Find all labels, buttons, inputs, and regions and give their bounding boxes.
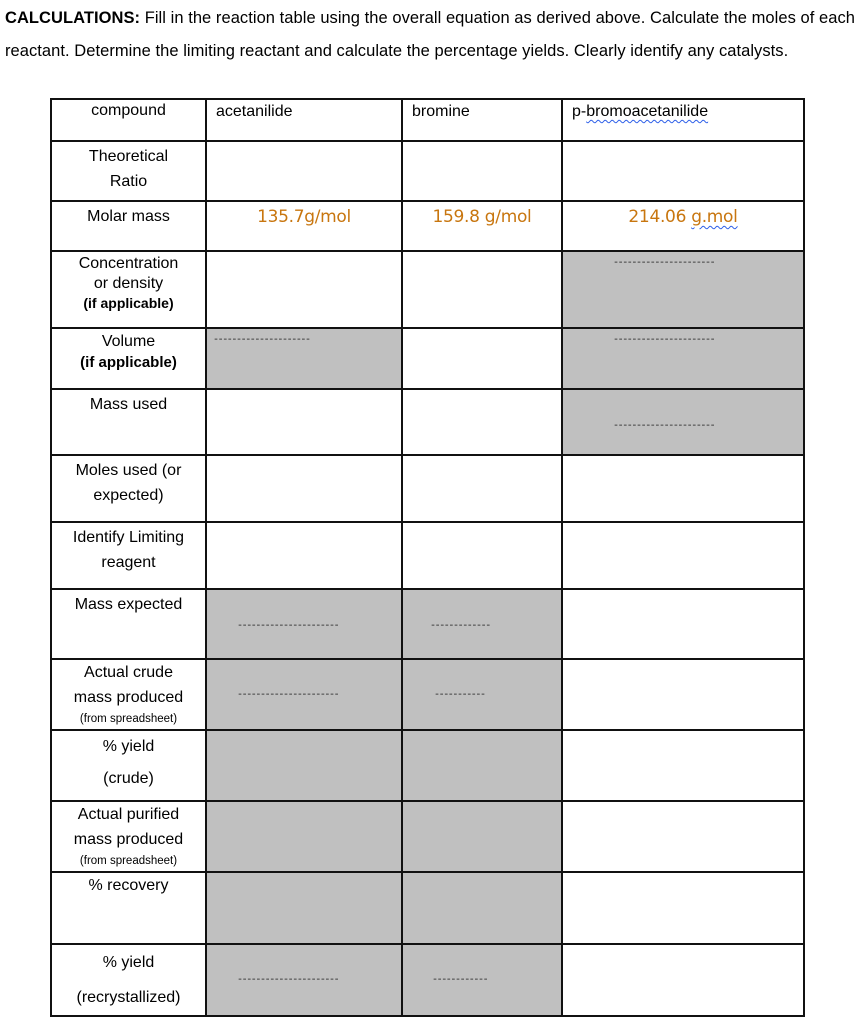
table-row-recovery bbox=[51, 872, 804, 944]
not-applicable-dashes: ---------------------- bbox=[613, 258, 715, 269]
row-label-yield-crude: % yield (crude) bbox=[51, 730, 206, 801]
cell-volume-bromine[interactable] bbox=[402, 328, 562, 389]
cell-crude-mass-product[interactable] bbox=[562, 659, 804, 730]
cell-recovery-acetanilide-na bbox=[206, 872, 402, 944]
cell-crude-mass-bromine-na bbox=[402, 659, 562, 730]
spellcheck-underline: bromoacetanilide bbox=[586, 103, 709, 120]
cell-mass-expected-product[interactable] bbox=[562, 589, 804, 659]
table-row-moles bbox=[51, 455, 804, 522]
row-label-mass-expected: Mass expected bbox=[51, 589, 206, 659]
cell-crude-mass-acetanilide-na bbox=[206, 659, 402, 730]
not-applicable-dashes: ----------- bbox=[434, 690, 485, 701]
not-applicable-dashes: ---------------------- bbox=[613, 335, 715, 346]
row-label-recovery: % recovery bbox=[51, 872, 206, 944]
cell-concentration-product-na bbox=[562, 251, 804, 328]
not-applicable-dashes: ---------------------- bbox=[237, 975, 339, 986]
cell-mass-expected-bromine-na bbox=[402, 589, 562, 659]
cell-yield-recryst-bromine-na bbox=[402, 944, 562, 1016]
cell-mass-expected-acetanilide-na bbox=[206, 589, 402, 659]
header-bromine[interactable]: bromine bbox=[402, 99, 562, 141]
cell-volume-product-na bbox=[562, 328, 804, 389]
table-row-yield-crude bbox=[51, 730, 804, 801]
table-row-ratio bbox=[51, 141, 804, 201]
cell-yield-crude-bromine-na bbox=[402, 730, 562, 801]
cell-recovery-bromine-na bbox=[402, 872, 562, 944]
not-applicable-dashes: ---------------------- bbox=[237, 621, 339, 632]
cell-mass-used-product-na bbox=[562, 389, 804, 455]
cell-molar-mass-bromine[interactable]: 159.8 g/mol bbox=[402, 201, 562, 251]
row-label-volume: Volume (if applicable) bbox=[51, 328, 206, 389]
cell-limiting-bromine[interactable] bbox=[402, 522, 562, 589]
row-label-yield-recrystallized: % yield (recrystallized) bbox=[51, 944, 206, 1016]
table-header-row bbox=[51, 99, 804, 141]
table-row-molar-mass bbox=[51, 201, 804, 251]
cell-ratio-bromine[interactable] bbox=[402, 141, 562, 201]
row-label-purified-mass: Actual purified mass produced (from spreadsheet) bbox=[51, 801, 206, 872]
cell-yield-recryst-product[interactable] bbox=[562, 944, 804, 1016]
row-label-moles: Moles used (or expected) bbox=[51, 455, 206, 522]
reaction-table bbox=[50, 98, 805, 1017]
table-row-mass-expected bbox=[51, 589, 804, 659]
cell-purified-mass-bromine-na bbox=[402, 801, 562, 872]
table-row-purified-mass bbox=[51, 801, 804, 872]
row-label-crude-mass: Actual crude mass produced (from spreadsheet) bbox=[51, 659, 206, 730]
instructions-paragraph bbox=[5, 2, 855, 68]
cell-yield-crude-acetanilide-na bbox=[206, 730, 402, 801]
not-applicable-dashes: ---------------------- bbox=[237, 690, 339, 701]
row-label-mass-used: Mass used bbox=[51, 389, 206, 455]
cell-limiting-product[interactable] bbox=[562, 522, 804, 589]
not-applicable-dashes: --------------------- bbox=[213, 335, 310, 346]
cell-moles-acetanilide[interactable] bbox=[206, 455, 402, 522]
cell-yield-crude-product[interactable] bbox=[562, 730, 804, 801]
table-row-yield-recrystallized bbox=[51, 944, 804, 1016]
cell-ratio-product[interactable] bbox=[562, 141, 804, 201]
header-compound: compound bbox=[51, 99, 206, 141]
cell-moles-product[interactable] bbox=[562, 455, 804, 522]
header-p-bromoacetanilide[interactable]: p-bromoacetanilide bbox=[562, 99, 804, 141]
cell-concentration-bromine[interactable] bbox=[402, 251, 562, 328]
cell-mass-used-acetanilide[interactable] bbox=[206, 389, 402, 455]
table-row-volume bbox=[51, 328, 804, 389]
cell-yield-recryst-acetanilide-na bbox=[206, 944, 402, 1016]
cell-moles-bromine[interactable] bbox=[402, 455, 562, 522]
cell-purified-mass-product[interactable] bbox=[562, 801, 804, 872]
row-label-concentration: Concentration or density (if applicable) bbox=[51, 251, 206, 328]
instructions-heading: CALCULATIONS: bbox=[5, 9, 141, 27]
row-label-limiting: Identify Limiting reagent bbox=[51, 522, 206, 589]
cell-mass-used-bromine[interactable] bbox=[402, 389, 562, 455]
not-applicable-dashes: ------------ bbox=[432, 975, 488, 986]
not-applicable-dashes: ---------------------- bbox=[613, 421, 715, 432]
instructions-text: Fill in the reaction table using the overall equation as derived above. Calculate the moles of each reactant. Determine the limiting reactant and calculate the percentage yields. Clearly identify any catalysts. bbox=[5, 9, 856, 60]
header-acetanilide[interactable]: acetanilide bbox=[206, 99, 402, 141]
row-label-ratio: Theoretical Ratio bbox=[51, 141, 206, 201]
table-row-crude-mass bbox=[51, 659, 804, 730]
spellcheck-underline: g.mol bbox=[691, 207, 738, 227]
cell-concentration-acetanilide[interactable] bbox=[206, 251, 402, 328]
table-row-concentration bbox=[51, 251, 804, 328]
cell-recovery-product[interactable] bbox=[562, 872, 804, 944]
cell-purified-mass-acetanilide-na bbox=[206, 801, 402, 872]
cell-limiting-acetanilide[interactable] bbox=[206, 522, 402, 589]
table-row-limiting bbox=[51, 522, 804, 589]
cell-molar-mass-product[interactable]: 214.06 g.mol bbox=[562, 201, 804, 251]
cell-molar-mass-acetanilide[interactable]: 135.7g/mol bbox=[206, 201, 402, 251]
row-label-molar-mass: Molar mass bbox=[51, 201, 206, 251]
cell-ratio-acetanilide[interactable] bbox=[206, 141, 402, 201]
not-applicable-dashes: ------------- bbox=[430, 621, 490, 632]
table-row-mass-used bbox=[51, 389, 804, 455]
cell-volume-acetanilide-na bbox=[206, 328, 402, 389]
